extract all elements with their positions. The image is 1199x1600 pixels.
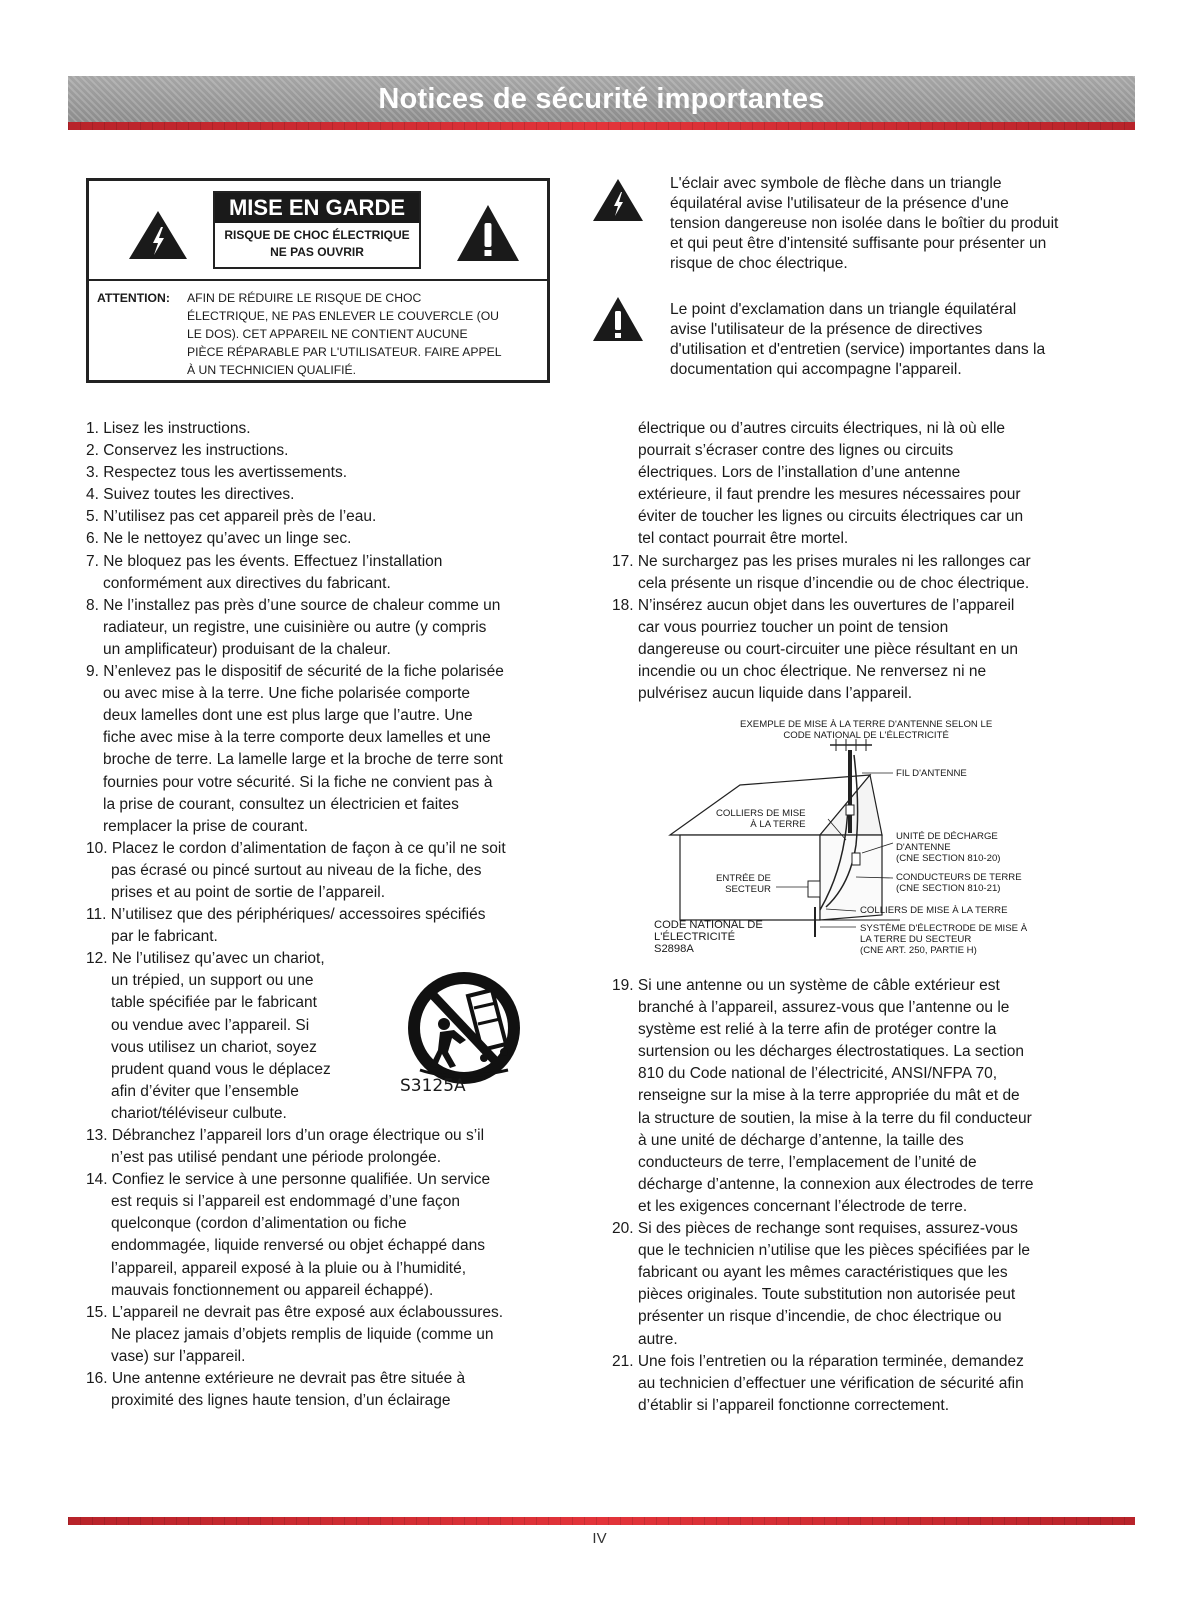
instruction-line: fournies pour votre sécurité. Si la fiche ne convient pas à xyxy=(103,773,493,791)
lightning-text-line: tension dangereuse non isolée dans le boîtier du produit xyxy=(670,215,1059,232)
instruction-line: extérieure, il faut prendre les mesures nécessaires pour xyxy=(638,486,1021,504)
instruction-line: d’établir si l’appareil fonctionne correctement. xyxy=(638,1396,950,1414)
label-service-entrance: ENTRÉE DE SECTEUR xyxy=(716,873,771,895)
instruction-line: surtension ou les décharges électrostatiques. La section xyxy=(638,1043,1025,1061)
instruction-line: incendie ou un choc électrique. Ne renversez ni ne xyxy=(638,663,987,681)
exclamation-text-line: documentation qui accompagne l'appareil. xyxy=(670,361,962,378)
instruction-line: par le fabricant. xyxy=(111,928,218,946)
instruction-line: un amplificateur) produisant de la chaleur. xyxy=(103,640,391,658)
instruction-line: pièces originales. Toute substitution non autorisée peut xyxy=(638,1286,1016,1304)
instruction-line: ou avec mise à la terre. Une fiche polarisée comporte xyxy=(103,685,471,703)
instruction-line: pas écrasé ou pincé surtout au niveau de la fiche, des xyxy=(111,861,482,879)
label-discharge-unit: UNITÉ DE DÉCHARGE D'ANTENNE (CNE SECTION 810-20) xyxy=(896,831,1001,864)
exclamation-text-line: d'utilisation et d'entretien (service) importantes dans la xyxy=(670,341,1046,358)
label-ground-conductors: CONDUCTEURS DE TERRE (CNE SECTION 810-21) xyxy=(896,872,1022,894)
instruction-line: 17. Ne surchargez pas les prises murales ni les rallonges car xyxy=(612,552,1031,570)
instruction-line: que le technicien n’utilise que les pièces spécifiées par le xyxy=(638,1242,1031,1260)
instruction-line: 16. Une antenne extérieure ne devrait pas être située à xyxy=(86,1370,466,1388)
instruction-line: fiche avec mise à la terre comporte deux lamelles et une xyxy=(103,729,491,747)
exclamation-warning-icon xyxy=(455,203,521,263)
instruction-line: renseigne sur la mise à la terre appropriée du mât et de xyxy=(638,1087,1020,1105)
instructions-column-left xyxy=(86,418,576,1412)
instruction-line: un trépied, un support ou une xyxy=(111,972,314,990)
header-red-bar xyxy=(68,122,1135,130)
attention-label: ATTENTION: xyxy=(97,291,170,305)
lightning-warning-icon xyxy=(127,209,189,261)
instruction-line: n’est pas utilisé pendant une période prolongée. xyxy=(111,1149,442,1167)
instruction-line: conformément aux directives du fabricant. xyxy=(103,574,391,592)
instruction-line: prises et au point de sortie de l’appareil. xyxy=(111,883,385,901)
instruction-line: car vous pourriez toucher un point de tension xyxy=(638,618,949,636)
page-header xyxy=(68,76,1135,122)
page-title: Notices de sécurité importantes xyxy=(378,82,825,115)
instruction-line: chariot/téléviseur culbute. xyxy=(111,1104,287,1122)
exclamation-text-line: avise l'utilisateur de la présence de directives xyxy=(670,321,983,338)
instruction-line: électrique ou d’autres circuits électriques, ni là où elle xyxy=(638,420,1006,437)
instruction-line: pourrait s’écraser contre des lignes ou circuits xyxy=(638,442,954,460)
instruction-line: afin d’éviter que l’ensemble xyxy=(111,1082,299,1100)
instructions-column-right-bottom xyxy=(612,975,1112,1417)
instruction-line: vase) sur l’appareil. xyxy=(111,1347,246,1365)
instruction-line: dangereuse ou court-circuiter une pièce résultant en un xyxy=(638,640,1018,658)
instruction-line: à une unité de décharge d’antenne, la taille des xyxy=(638,1131,964,1149)
label-antenna-wire: FIL D'ANTENNE xyxy=(896,768,967,779)
lightning-text-line: et qui peut être d'intensité suffisante pour présenter un xyxy=(670,235,1047,252)
attention-line: PIÈCE RÉPARABLE PAR L'UTILISATEUR. FAIRE APPEL xyxy=(187,345,502,359)
instruction-line: endommagée, liquide renversé ou objet échappé dans xyxy=(111,1237,485,1255)
instruction-line: 18. N’insérez aucun objet dans les ouvertures de l’appareil xyxy=(612,596,1015,614)
instruction-line: autre. xyxy=(638,1330,678,1348)
label-electrical-code: CODE NATIONAL DE L'ÉLECTRICITÉ S2898A xyxy=(654,919,763,955)
caution-subtitle-1: RISQUE DE CHOC ÉLECTRIQUE xyxy=(224,228,410,242)
label-electrode-system: SYSTÈME D'ÉLECTRODE DE MISE À LA TERRE DU SECTEUR (CNE ART. 250, PARTIE H) xyxy=(860,923,1028,956)
instruction-line: vous utilisez un chariot, soyez xyxy=(111,1038,317,1056)
instruction-line: 3. Respectez tous les avertissements. xyxy=(86,464,348,482)
instruction-line: et les exigences concernant l’électrode de terre. xyxy=(638,1197,968,1215)
instruction-line: 7. Ne bloquez pas les évents. Effectuez l’installation xyxy=(86,552,443,570)
instruction-line: branché à l’appareil, assurez-vous que l’antenne ou le xyxy=(638,999,1010,1017)
lightning-text-line: risque de choc électrique. xyxy=(670,255,848,272)
instruction-line: 2. Conservez les instructions. xyxy=(86,442,289,460)
instruction-line: 8. Ne l’installez pas près d’une source de chaleur comme un xyxy=(86,596,501,614)
instruction-line: 21. Une fois l’entretien ou la réparation terminée, demandez xyxy=(612,1352,1024,1370)
instruction-line: éviter de toucher les lignes ou circuits électriques car un xyxy=(638,508,1024,526)
attention-line: ÉLECTRIQUE, NE PAS ENLEVER LE COUVERCLE (OU xyxy=(187,309,499,323)
instruction-line: remplacer la prise de courant. xyxy=(103,817,309,835)
attention-line: LE DOS). CET APPAREIL NE CONTIENT AUCUNE xyxy=(187,327,468,341)
instruction-line: 19. Si une antenne ou un système de câble extérieur est xyxy=(612,977,1000,994)
instruction-line: deux lamelles dont une est plus large que l’autre. Une xyxy=(103,707,473,725)
instruction-line: 13. Débranchez l’appareil lors d’un orage électrique ou s’il xyxy=(86,1127,485,1144)
exclamation-triangle-icon xyxy=(592,296,644,342)
footer-red-bar xyxy=(68,1517,1135,1525)
exclamation-text-line: Le point d'exclamation dans un triangle équilatéral xyxy=(670,301,1017,318)
instruction-line: 4. Suivez toutes les directives. xyxy=(86,486,295,504)
instruction-line: mauvais fonctionnement ou appareil échappé). xyxy=(111,1281,434,1299)
instruction-line: 12. Ne l’utilisez qu’avec un chariot, xyxy=(86,950,325,968)
cart-symbol-code: S3125A xyxy=(400,1076,466,1096)
instruction-line: table spécifiée par le fabricant xyxy=(111,994,317,1012)
instruction-line: est requis si l’appareil est endommagé d’une façon xyxy=(111,1193,460,1211)
lightning-text-line: L'éclair avec symbole de flèche dans un triangle xyxy=(670,175,1002,192)
instruction-line: tel contact pourrait être mortel. xyxy=(638,530,849,548)
instruction-line: prudent quand vous le déplacez xyxy=(111,1060,331,1078)
instruction-line: pulvérisez aucun liquide dans l’appareil. xyxy=(638,685,913,703)
instruction-line: fabricant ou ayant les mêmes caractéristiques que les xyxy=(638,1264,1008,1282)
label-ground-clamps-bottom: COLLIERS DE MISE À LA TERRE xyxy=(860,905,1008,916)
instruction-line: l’appareil, appareil exposé à la pluie ou à l’humidité, xyxy=(111,1259,467,1277)
instruction-line: quelconque (cordon d’alimentation ou fiche xyxy=(111,1215,407,1233)
instruction-line: Ne placez jamais d’objets remplis de liquide (comme un xyxy=(111,1325,494,1343)
instruction-line: broche de terre. La lamelle large et la broche de terre sont xyxy=(103,751,503,769)
instruction-line: radiateur, un registre, une cuisinière ou autre (y compris xyxy=(103,618,487,636)
instructions-column-right-top xyxy=(612,418,1112,705)
instruction-line: 15. L’appareil ne devrait pas être exposé aux éclaboussures. xyxy=(86,1303,504,1321)
instruction-line: 5. N’utilisez pas cet appareil près de l’eau. xyxy=(86,508,377,526)
antenna-grounding-diagram xyxy=(650,715,1100,965)
caution-label xyxy=(213,191,421,269)
instruction-line: la structure de soutien, la mise à la terre du fil conducteur xyxy=(638,1109,1032,1127)
instruction-line: système est relié à la terre afin de protéger contre la xyxy=(638,1021,997,1039)
page-number: IV xyxy=(592,1530,607,1547)
instruction-line: la prise de courant, consultez un électricien et faites xyxy=(103,795,459,813)
instruction-line: 810 du Code national de l’électricité, ANSI/NFPA 70, xyxy=(638,1065,998,1083)
instruction-line: 20. Si des pièces de rechange sont requises, assurez-vous xyxy=(612,1220,1018,1238)
instruction-line: 11. N’utilisez que des périphériques/ accessoires spécifiés xyxy=(86,906,486,924)
attention-line: À UN TECHNICIEN QUALIFIÉ. xyxy=(187,363,357,377)
lightning-triangle-icon xyxy=(592,178,644,222)
caution-subtitle-2: NE PAS OUVRIR xyxy=(270,245,364,259)
instruction-line: présenter un risque d’incendie, de choc électrique ou xyxy=(638,1308,1002,1326)
exclamation-explanation xyxy=(592,300,1132,380)
attention-text xyxy=(97,289,545,379)
instruction-line: proximité des lignes haute tension, d’un éclairage xyxy=(111,1392,451,1410)
instruction-line: électriques. Lors de l’installation d’une antenne xyxy=(638,464,961,482)
instruction-line: 1. Lisez les instructions. xyxy=(86,420,251,437)
label-ground-clamps-top: COLLIERS DE MISE À LA TERRE xyxy=(716,808,806,830)
attention-line: AFIN DE RÉDUIRE LE RISQUE DE CHOC xyxy=(187,291,422,305)
caution-box xyxy=(86,178,550,383)
lightning-text-line: équilatéral avise l'utilisateur de la présence d'une xyxy=(670,195,1009,212)
instruction-line: au technicien d’effectuer une vérification de sécurité afin xyxy=(638,1374,1024,1392)
instruction-line: ou vendue avec l’appareil. Si xyxy=(111,1016,310,1034)
instruction-line: cela présente un risque d’incendie ou de choc électrique. xyxy=(638,574,1030,592)
instruction-line: décharge d’antenne, la connexion aux électrodes de terre xyxy=(638,1175,1034,1193)
instruction-line: 6. Ne le nettoyez qu’avec un linge sec. xyxy=(86,530,352,548)
instruction-line: conducteurs de terre, l’emplacement de l’unité de xyxy=(638,1153,977,1171)
lightning-explanation xyxy=(592,174,1132,274)
instruction-line: 14. Confiez le service à une personne qualifiée. Un service xyxy=(86,1171,491,1189)
instruction-line: 10. Placez le cordon d’alimentation de façon à ce qu’il ne soit xyxy=(86,839,506,857)
diagram-title: EXEMPLE DE MISE À LA TERRE D'ANTENNE SELON LE CODE NATIONAL DE L'ÉLECTRICITÉ xyxy=(740,719,993,741)
instruction-line: 9. N’enlevez pas le dispositif de sécurité de la fiche polarisée xyxy=(86,663,504,681)
caution-title: MISE EN GARDE xyxy=(215,193,419,223)
